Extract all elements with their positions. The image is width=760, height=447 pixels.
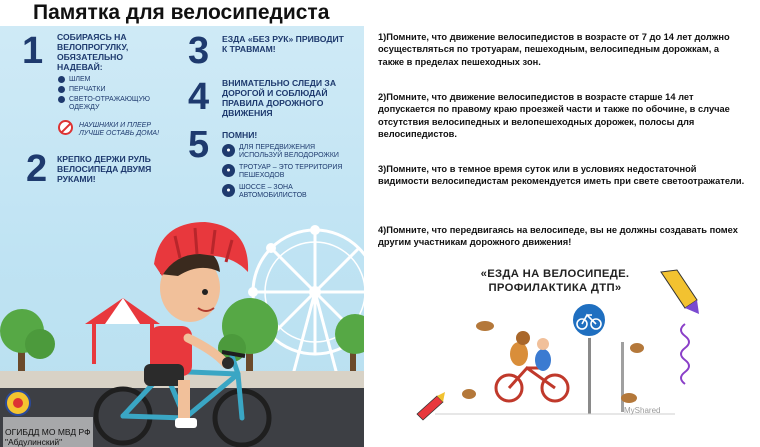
police-emblem-icon (6, 391, 30, 415)
step-1-item-label: СВЕТО-ОТРАЖАЮЩУЮ ОДЕЖДУ (69, 96, 151, 111)
step-1-note: НАУШНИКИ И ПЛЕЕР ЛУЧШЕ ОСТАВЬ ДОМА! (79, 122, 160, 137)
pencil-icon (661, 270, 699, 314)
cyclists (496, 331, 568, 401)
bullet-icon (58, 96, 65, 103)
rule-2: 2)Помните, что движение велосипедистов в возрасте старше 14 лет допускается по правому краю проезжей части и также по обочине, в случае отсутствия велосипедных и велопешеходных дорожек, полосы для велосипедистов. (378, 92, 730, 140)
pencil-icon (417, 392, 445, 420)
bicycle-safety-image (415, 264, 699, 426)
watermark: MyShared (624, 406, 661, 415)
step-5-text: ПОМНИ! (222, 130, 258, 140)
step-1-item-label: ШЛЕМ (69, 76, 91, 83)
step-1-item-helmet (58, 76, 168, 84)
no-headphones-icon (58, 120, 73, 135)
police-department-label: ОГИБДД МО МВД РФ "Абдулинский" (3, 417, 93, 447)
step-5-item-bike-lanes: ● ДЛЯ ПЕРЕДВИЖЕНИЯ ИСПОЛЬЗУЙ ВЕЛОДОРОЖКИ (222, 144, 352, 160)
step-2-text: КРЕПКО ДЕРЖИ РУЛЬ ВЕЛОСИПЕДА ДВУМЯ РУКАМИ! (57, 154, 152, 184)
car-icon: ● (222, 184, 235, 197)
bicycle-road-sign-icon (572, 303, 606, 414)
step-5-number: 5 (188, 124, 210, 166)
pedestrian-icon: ● (222, 164, 235, 177)
carousel (85, 298, 160, 364)
step-3-number: 3 (188, 30, 210, 72)
step-1-item-reflective (58, 96, 158, 112)
step-3-text: ЕЗДА «БЕЗ РУК» ПРИВОДИТ К ТРАВМАМ! (222, 34, 344, 54)
rule-4: 4)Помните, что передвигаясь на велосипеде, вы не должны создавать помех другим участникам дорожного движения! (378, 225, 738, 248)
page-title: Памятка для велосипедиста (33, 1, 330, 24)
step-5-item-sidewalk: ● ТРОТУАР – ЭТО ТЕРРИТОРИЯ ПЕШЕХОДОВ (222, 164, 352, 180)
step-5-item-highway: ● ШОССЕ – ЗОНА АВТОМОБИЛИСТОВ (222, 184, 352, 200)
step-1-number: 1 (22, 30, 44, 72)
bullet-icon (58, 86, 65, 93)
rule-1: 1)Помните, что движение велосипедистов в возрасте от 7 до 14 лет должно осуществляться по тротуарам, пешеходным, велосипедным дорожкам, а также в пределах пешеходных зон. (378, 32, 730, 67)
bullet-icon (58, 76, 65, 83)
cyclist-poster (0, 26, 364, 447)
step-1-item-gloves (58, 86, 168, 94)
rule-3: 3)Помните, что в темное время суток или в условиях недостаточной видимости велосипедистам рекомендуется иметь при свете светоотражатели. (378, 164, 745, 187)
step-1-item-label: ПЕРЧАТКИ (69, 86, 106, 93)
step-4-number: 4 (188, 76, 210, 118)
step-2-number: 2 (26, 148, 48, 190)
bicycle-icon: ● (222, 144, 235, 157)
step-4-text: ВНИМАТЕЛЬНО СЛЕДИ ЗА ДОРОГОЙ И СОБЛЮДАЙ ПРАВИЛА ДОРОЖНОГО ДВИЖЕНИЯ (222, 78, 337, 118)
step-1-text: СОБИРАЯСЬ НА ВЕЛОПРОГУЛКУ, ОБЯЗАТЕЛЬНО НАДЕВАЙ: (57, 32, 129, 72)
dtp-caption: «ЕЗДА НА ВЕЛОСИПЕДЕ. ПРОФИЛАКТИКА ДТП» (480, 268, 630, 294)
